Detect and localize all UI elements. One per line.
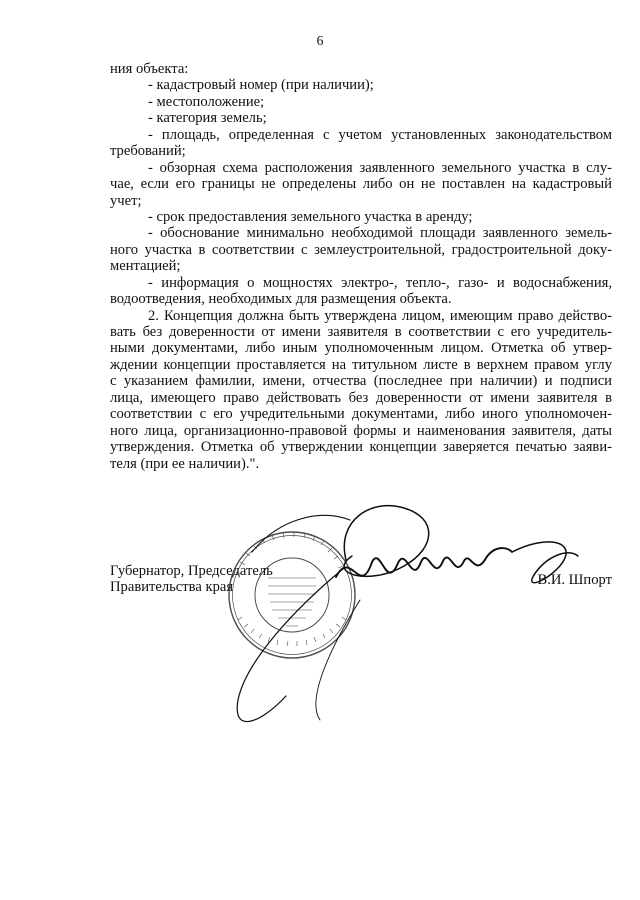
body-line: - обоснование минимально необходимой площади заявленного земель- — [148, 225, 612, 242]
document-body — [110, 61, 612, 472]
body-line: - кадастровый номер (при наличии); — [148, 77, 374, 94]
signatory-name: В.И. Шпорт — [537, 572, 612, 588]
page-number: 6 — [316, 33, 324, 48]
body-line: ждении концепции проставляется на титульном листе в верхнем правом углу — [110, 356, 612, 373]
signatory-title-line1: Губернатор, Председатель — [110, 563, 273, 579]
body-line: - местоположение; — [148, 93, 265, 110]
body-line: чае, если его границы не определены либо он не поставлен на кадастровый — [110, 176, 612, 193]
body-line: утверждения. Отметка об утверждении концепции заверяется печатью заяви- — [110, 439, 612, 456]
body-line: ного лица, организационно-правовой формы и наименования заявителя, даты — [110, 422, 612, 439]
handwritten-signature — [237, 506, 578, 722]
body-line: - площадь, определенная с учетом установленных законодательством — [148, 126, 612, 143]
body-line: учет; — [110, 192, 142, 209]
body-line: ного участка в соответствии с землеустроительной, градостроительной доку- — [110, 241, 612, 258]
body-line: - срок предоставления земельного участка в аренду; — [148, 208, 473, 225]
body-line: с указанием фамилии, имени, отчества (последнее при наличии) и подписи — [110, 373, 612, 390]
body-line: требований; — [110, 143, 186, 160]
body-line: - информация о мощностях электро-, тепло-, газо- и водоснабжения, — [148, 274, 612, 291]
body-line: вать без доверенности от имени заявителя в соответствии с его учредитель- — [110, 324, 612, 340]
body-line: - обзорная схема расположения заявленного земельного участка в слу- — [148, 159, 612, 176]
body-line: теля (при ее наличии).". — [110, 455, 260, 472]
body-line: соответствии с его учредительными документами, либо иного уполномочен- — [110, 406, 612, 423]
body-line: ментацией; — [110, 258, 181, 275]
body-line: ными документами, либо иным уполномоченным лицом. Отметка об утвер- — [110, 340, 612, 357]
body-line: ния объекта: — [110, 61, 189, 77]
body-line: водоотведения, необходимых для размещения объекта. — [110, 291, 452, 308]
signatory-title-line2: Правительства края — [110, 579, 234, 596]
body-line: - категория земель; — [148, 110, 267, 127]
body-line: 2. Концепция должна быть утверждена лицом, имеющим право действо- — [148, 307, 612, 324]
body-line: лица, имеющего право действовать без доверенности от имени заявителя в — [110, 389, 612, 406]
